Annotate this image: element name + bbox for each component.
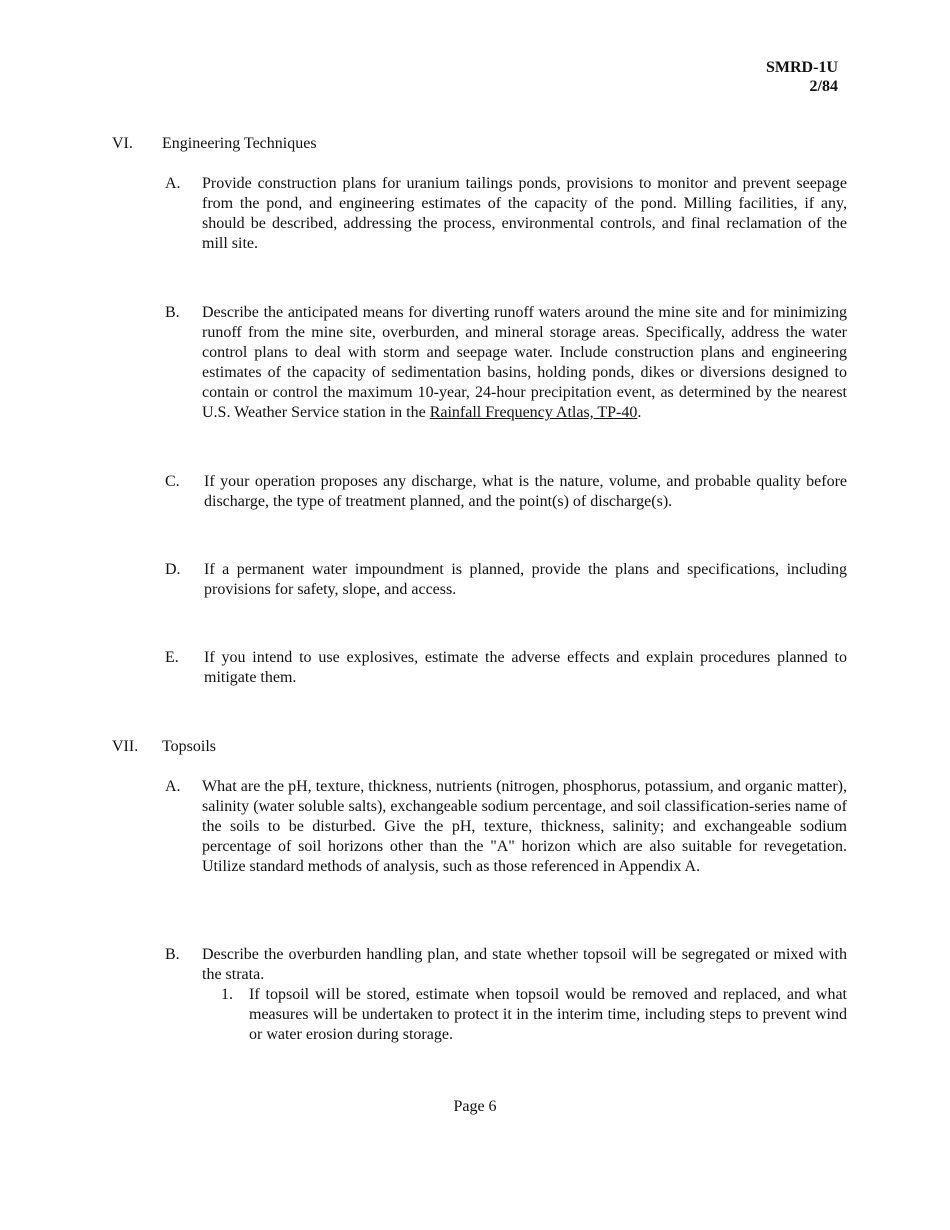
item-text-body: Describe the anticipated means for diverting runoff waters around the mine site and for minimizing runoff from the mine site, overburden, and mineral storage areas. Specifically, address the water control plans to deal with storm and seepage water. Include construction plans and engineering estimates of the capacity of sedimentation basins, holding ponds, dikes or diversions designed to contain or control the maximum 10-year, 24-hour precipitation event, as determined by the nearest U.S. Weather Service station in the: [202, 304, 847, 421]
item-letter: C.: [165, 473, 180, 490]
sub-item-text: If topsoil will be stored, estimate when topsoil would be removed and replaced, and what measures will be undertaken to protect it in the interim time, including steps to prevent wind or water erosion during storage.: [249, 986, 847, 1043]
section-title: Topsoils: [162, 738, 216, 755]
sub-item-number: 1.: [221, 986, 233, 1003]
list-item-vi-d: [165, 560, 847, 600]
item-letter: A.: [165, 778, 181, 795]
document-date: 2/84: [809, 78, 838, 95]
section-title: Engineering Techniques: [162, 135, 317, 152]
list-item-vi-a: [165, 174, 847, 254]
item-text: If a permanent water impoundment is planned, provide the plans and specifications, including provisions for safety, slope, and access.: [204, 561, 847, 598]
list-item-vi-e: [165, 648, 847, 688]
item-letter: B.: [165, 946, 180, 963]
item-text: If you intend to use explosives, estimate the adverse effects and explain procedures planned to mitigate them.: [204, 649, 847, 686]
item-text: Provide construction plans for uranium tailings ponds, provisions to monitor and prevent seepage from the pond, and engineering estimates of the capacity of the pond. Milling facilities, if any, should be described, addressing the process, environmental controls, and final reclamation of the mill site.: [202, 175, 847, 252]
item-text: If your operation proposes any discharge, what is the nature, volume, and probable quality before discharge, the type of treatment planned, and the point(s) of discharge(s).: [204, 473, 847, 510]
item-letter: A.: [165, 175, 181, 192]
item-text: Describe the overburden handling plan, and state whether topsoil will be segregated or mixed with the strata.: [202, 946, 847, 983]
item-text-end: .: [637, 404, 642, 421]
item-text: What are the pH, texture, thickness, nutrients (nitrogen, phosphorus, potassium, and organic matter), salinity (water soluble salts), exchangeable sodium percentage, and soil classification-series name of the soils to be disturbed. Give the pH, texture, thickness, salinity; and exchangeable sodium percentage of soil horizons other than the "A" horizon which are also suitable for revegetation. Utilize standard methods of analysis, such as those referenced in Appendix A.: [202, 778, 847, 875]
sub-item-vii-b-1: [221, 985, 847, 1045]
section-numeral: VI.: [112, 135, 133, 152]
list-item-vi-c: [165, 472, 847, 512]
list-item-vi-b: [165, 303, 847, 423]
section-heading-vi: [112, 134, 317, 154]
document-header: [766, 58, 838, 96]
item-letter: E.: [165, 649, 179, 666]
page-number: Page 6: [453, 1098, 497, 1115]
item-letter: B.: [165, 304, 180, 321]
list-item-vii-b: [165, 945, 847, 985]
list-item-vii-a: [165, 777, 847, 877]
document-code: SMRD-1U: [766, 59, 838, 76]
item-letter: D.: [165, 561, 181, 578]
rainfall-atlas-reference: Rainfall Frequency Atlas, TP-40: [429, 404, 638, 421]
section-heading-vii: [112, 737, 216, 757]
section-numeral: VII.: [112, 738, 139, 755]
item-text: [202, 303, 847, 423]
